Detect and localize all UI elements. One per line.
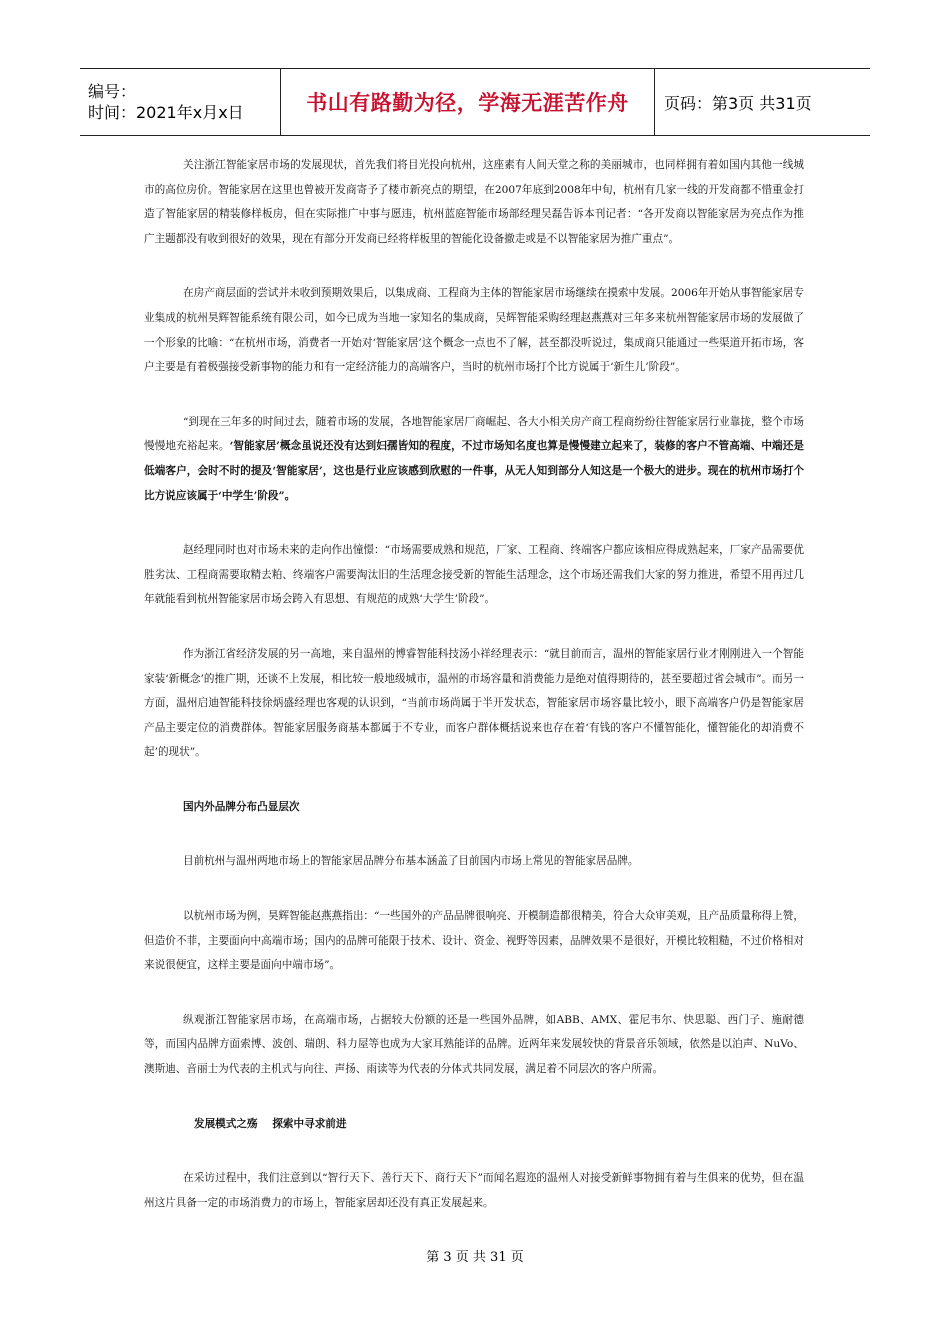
header-meta bbox=[80, 69, 281, 135]
paragraph-8: 纵观浙江智能家居市场，在高端市场，占据较大份额的还是一些国外品牌，如ABB、AMX、霍尼韦尔、快思聪、西门子、施耐德等，而国内品牌方面索博、波创、瑞朗、科力屋等也成为大家耳熟能详的品牌。近两年来发展较快的背景音乐领域，依然是以泊声、NuVo、澳斯迪、音丽士为代表的主机式与向往、声扬、雨读等为代表的分体式共同发展，满足着不同层次的客户所需。 bbox=[144, 1013, 804, 1076]
header-motto-cell bbox=[281, 69, 655, 135]
section-heading-development: 发展模式之殇 探索中寻求前进 bbox=[194, 1117, 347, 1130]
paragraph-9: 在采访过程中，我们注意到以“智行天下、善行天下、商行天下”而闻名遐迩的温州人对接受新鲜事物拥有着与生俱来的优势，但在温州这片具备一定的市场消费力的市场上，智能家居却还没有真正发展起来。 bbox=[144, 1172, 804, 1209]
paragraph-1: 关注浙江智能家居市场的发展现状，首先我们将目光投向杭州，这座素有人间天堂之称的美丽城市，也同样拥有着如国内其他一线城市的高位房价。智能家居在这里也曾被开发商寄予了楼市新亮点的期望，在2007年底到2008年中旬，杭州有几家一线的开发商都不惜重金打造了智能家居的精装修样板房，但在实际推广中事与愿违，杭州蓝庭智能市场部经理吴磊告诉本刊记者：“各开发商以智能家居为亮点作为推广主题都没有收到很好的效果，现在有部分开发商已经将样板里的智能化设备撤走或是不以智能家居为推广重点”。 bbox=[144, 159, 804, 245]
paragraph-4: 赵经理同时也对市场未来的走向作出憧憬：“市场需要成熟和规范，厂家、工程商、终端客户都应该相应得成熟起来，厂家产品需要优胜劣汰、工程商需要取精去粕、终端客户需要淘汰旧的生活理念接受新的智能生活理念，这个市场还需我们大家的努力推进，希望不用再过几年就能看到杭州智能家居市场会跨入有思想、有规范的成熟‘大学生’阶段”。 bbox=[144, 544, 804, 606]
paragraph-5: 作为浙江省经济发展的另一高地，来自温州的博睿智能科技汤小祥经理表示：“就目前而言，温州的智能家居行业才刚刚进入一个智能家装‘新概念’的推广期，还谈不上发展，相比较一般地级城市，温州的市场容量和消费能力是绝对值得期待的，甚至要超过省会城市”。而另一方面，温州启迪智能科技徐炳盛经理也客观的认识到，“当前市场尚属于半开发状态，智能家居市场容量比较小，眼下高端客户仍是智能家居产品主要定位的消费群体。智能家居服务商基本都属于不专业，而客户群体概括说来也存在着‘有钱的客户不懂智能化，懂智能化的却消费不起’的现状”。 bbox=[144, 647, 804, 759]
doc-code-label: 编号： bbox=[88, 82, 137, 101]
paragraph-3-bold: ‘智能家居’概念虽说还没有达到妇孺皆知的程度，不过市场知名度也算是慢慢建立起来了，装修的客户不管高端、中端还是低端客户，会时不时的提及‘智能家居’，这也是行业应该感到欣慰的一件事，从无人知到部分人知这是一个极大的进步。现在的杭州市场打个比方说应该属于‘中学生’阶段”。 bbox=[144, 440, 804, 502]
footer-page-number: 第 3 页 共 31 页 bbox=[426, 1250, 524, 1265]
paragraph-2: 在房产商层面的尝试并未收到预期效果后，以集成商、工程商为主体的智能家居市场继续在摸索中发展。2006年开始从事智能家居专业集成的杭州昊辉智能系统有限公司，如今已成为当地一家知名的集成商，吴辉智能采购经理赵燕燕对三年多来杭州智能家居市场的发展做了一个形象的比喻：“在杭州市场，消费者一开始对‘智能家居’这个概念一点也不了解，甚至都没听说过，集成商只能通过一些渠道开拓市场，客户主要是有着极强接受新事物的能力和有一定经济能力的高端客户，当时的杭州市场打个比方说属于‘新生儿’阶段”。 bbox=[144, 287, 804, 374]
header-page-label: 页码：第3页 共31页 bbox=[664, 93, 812, 113]
article-body bbox=[144, 153, 804, 1245]
doc-time-label: 时间：2021年x月x日 bbox=[88, 103, 244, 122]
page-header bbox=[80, 68, 870, 136]
paragraph-3 bbox=[144, 410, 804, 508]
section-heading-brands: 国内外品牌分布凸显层次 bbox=[183, 800, 300, 813]
paragraph-6: 目前杭州与温州两地市场上的智能家居品牌分布基本涵盖了目前国内市场上常见的智能家居品牌。 bbox=[183, 855, 639, 868]
paragraph-3-plain: “到现在三年多的时间过去，随着市场的发展，各地智能家居厂商崛起、各大小相关房产商工程商纷纷往智能家居行业靠拢，整个市场慢慢地充裕起来。 bbox=[144, 415, 804, 453]
header-page-cell bbox=[655, 69, 870, 135]
page-footer bbox=[0, 1246, 950, 1265]
header-motto: 书山有路勤为径，学海无涯苦作舟 bbox=[306, 91, 629, 115]
paragraph-7: 以杭州市场为例，昊辉智能赵燕燕指出：“一些国外的产品品牌很响亮、开模制造都很精美，符合大众审美观，且产品质量称得上赞，但造价不菲，主要面向中高端市场；国内的品牌可能限于技术、设计、资金、视野等因素，品牌效果不是很好，开模比较粗糙，不过价格相对来说很便宜，这样主要是面向中端市场”。 bbox=[144, 910, 804, 972]
